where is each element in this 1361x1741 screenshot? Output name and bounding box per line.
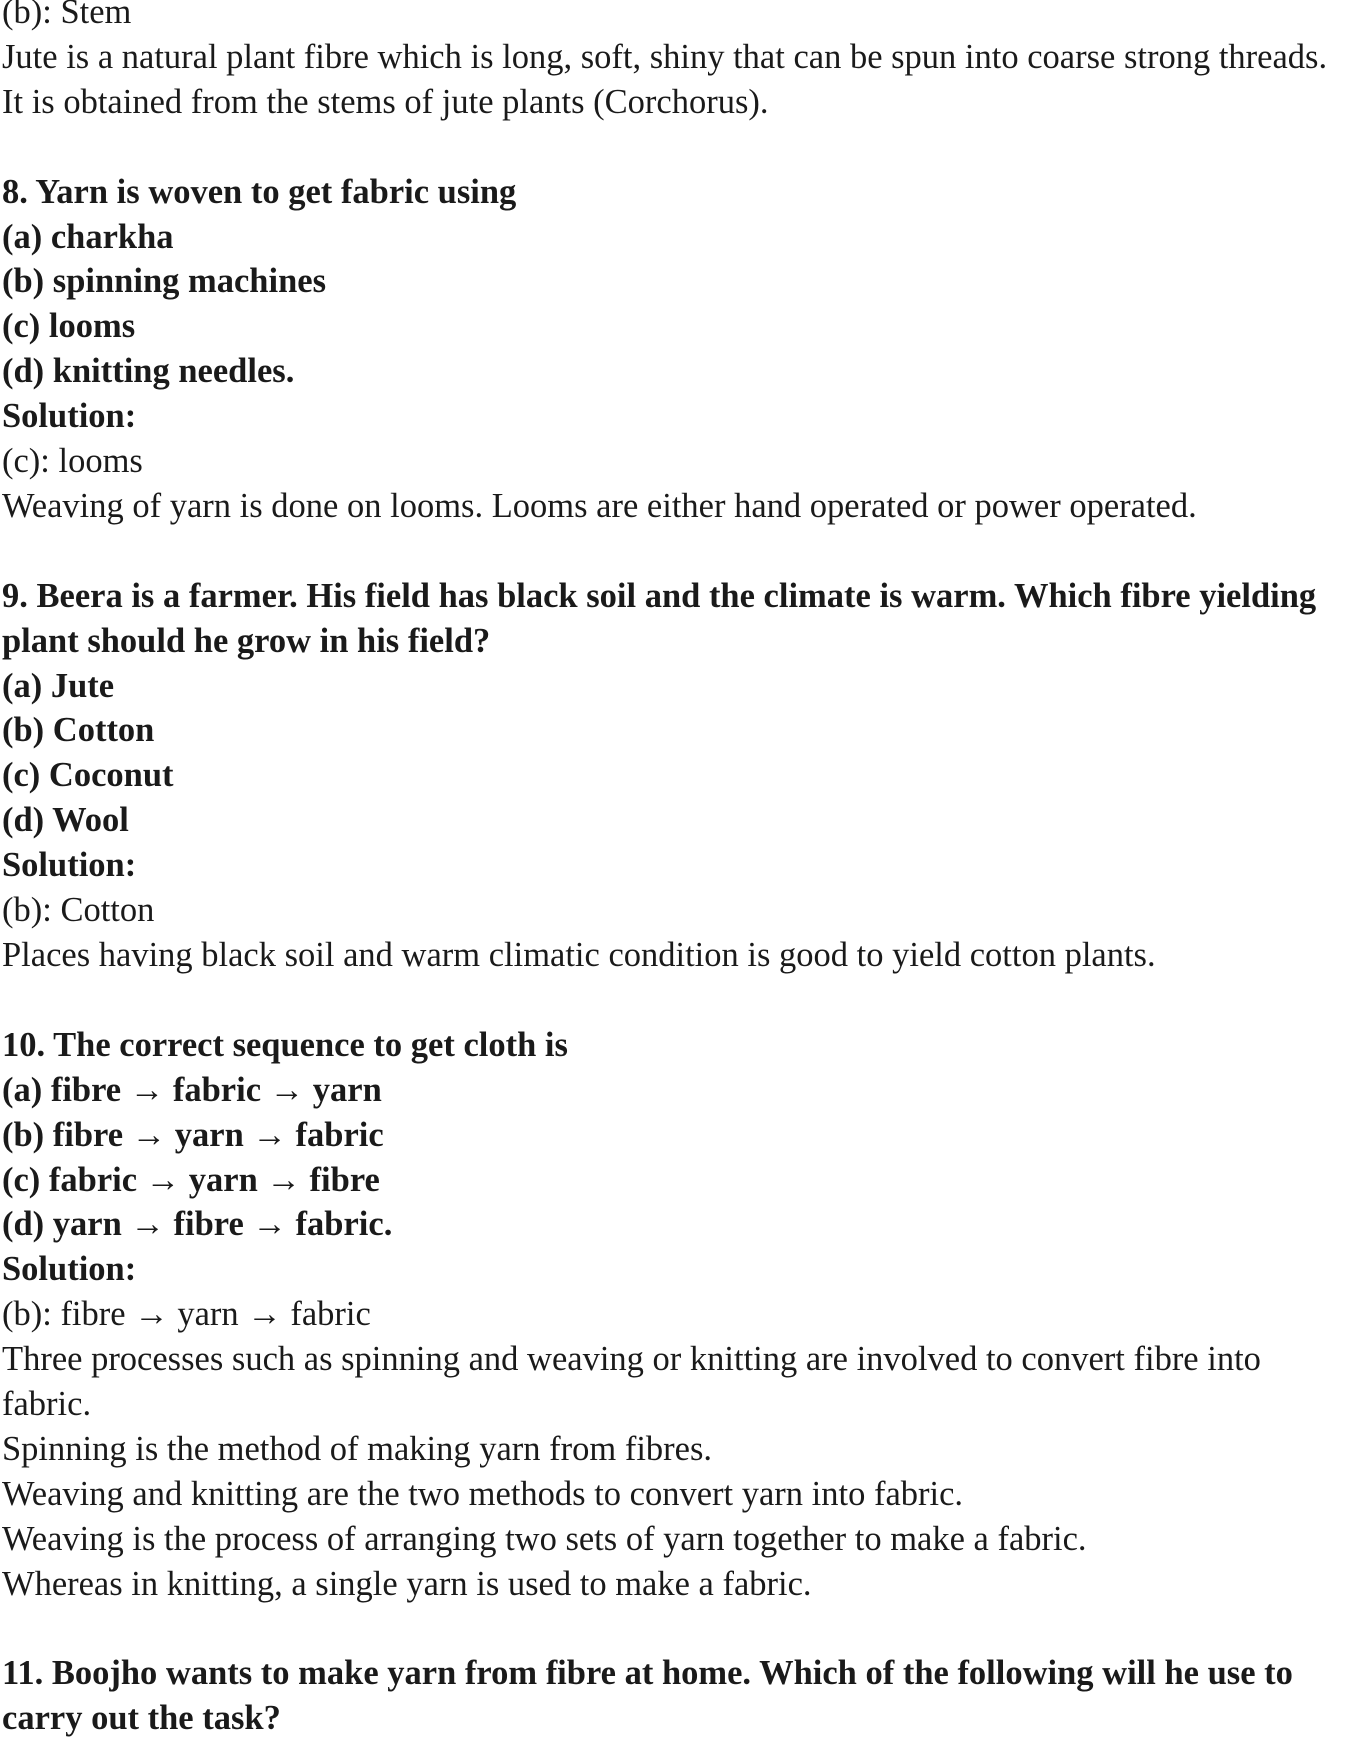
q8-solution-label: Solution:	[2, 397, 137, 436]
q11-question: 11. Boojho wants to make yarn from fibre at home. Which of the following will he use to carry out the task?	[2, 1654, 1293, 1738]
q8-option-c: (c) looms	[2, 307, 136, 346]
q8-option-a: (a) charkha	[2, 217, 174, 256]
q9-answer: (b): Cotton	[2, 891, 155, 930]
q10-explanation-2: Spinning is the method of making yarn from fibres.	[2, 1429, 713, 1468]
q9-option-c: (c) Coconut	[2, 756, 174, 795]
spacer	[2, 529, 1352, 574]
q10-explanation-3: Weaving and knitting are the two methods to convert yarn into fabric.	[2, 1474, 964, 1513]
q10-option-c: (c) fabric → yarn → fibre	[2, 1160, 380, 1199]
q10-option-d: (d) yarn → fibre → fabric.	[2, 1205, 393, 1244]
q8-option-b: (b) spinning machines	[2, 262, 327, 301]
prev-answer: (b): Stem	[2, 0, 132, 31]
q10-question: 10. The correct sequence to get cloth is	[2, 1025, 568, 1064]
q10-explanation-4: Weaving is the process of arranging two sets of yarn together to make a fabric.	[2, 1519, 1087, 1558]
q10-answer: (b): fibre → yarn → fabric	[2, 1295, 371, 1334]
q10-explanation-5: Whereas in knitting, a single yarn is used to make a fabric.	[2, 1564, 812, 1603]
prev-explanation: Jute is a natural plant fibre which is long, soft, shiny that can be spun into coarse strong threads. It is obtained from the stems of jute plants (Corchorus).	[2, 37, 1328, 121]
q10-option-b: (b) fibre → yarn → fabric	[2, 1115, 384, 1154]
q10-explanation-1: Three processes such as spinning and weaving or knitting are involved to convert fibre into fabric.	[2, 1340, 1261, 1424]
q9-option-d: (d) Wool	[2, 801, 129, 840]
q9-question: 9. Beera is a farmer. His field has black soil and the climate is warm. Which fibre yielding plant should he grow in his field?	[2, 576, 1317, 660]
q8-option-d: (d) knitting needles.	[2, 352, 295, 391]
q9-explanation: Places having black soil and warm climatic condition is good to yield cotton plants.	[2, 936, 1156, 974]
q10-option-a: (a) fibre → fabric → yarn	[2, 1070, 382, 1109]
q9-solution-label: Solution:	[2, 846, 137, 885]
q8-question: 8. Yarn is woven to get fabric using	[2, 172, 517, 211]
document-page	[2, 0, 1352, 1741]
q8-explanation: Weaving of yarn is done on looms. Looms are either hand operated or power operated.	[2, 486, 1197, 525]
spacer	[2, 125, 1352, 170]
q10-solution-label: Solution:	[2, 1250, 137, 1289]
q9-option-a: (a) Jute	[2, 666, 115, 705]
q8-answer: (c): looms	[2, 442, 143, 481]
q9-option-b: (b) Cotton	[2, 711, 155, 750]
spacer	[2, 1607, 1352, 1652]
spacer	[2, 978, 1352, 1023]
